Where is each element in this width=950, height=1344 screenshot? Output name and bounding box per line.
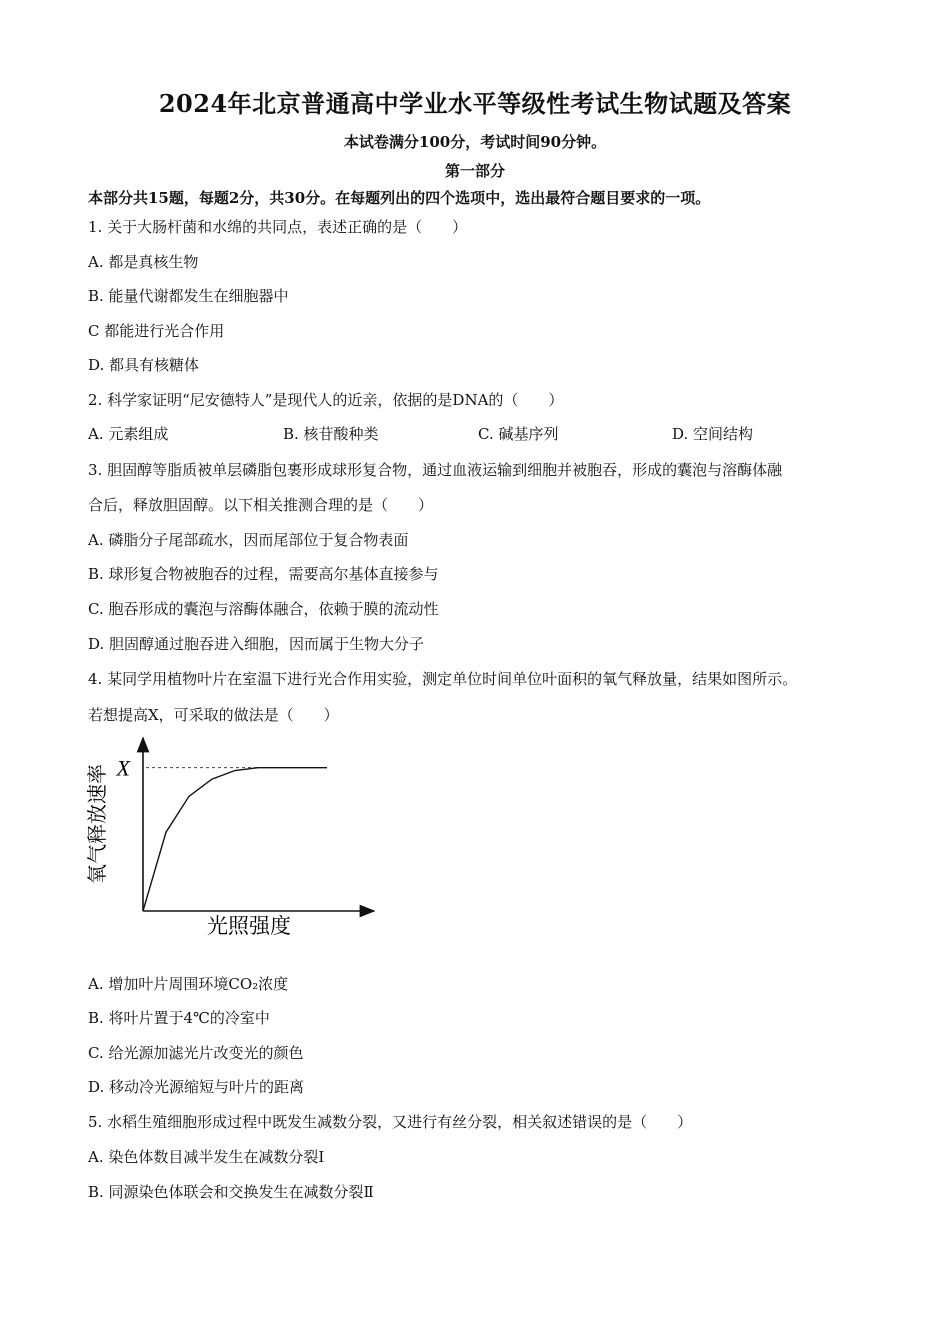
oxygen-release-chart (84, 732, 384, 942)
q1-option-c: C 都能进行光合作用 (88, 322, 225, 340)
q3-stem-line2: 合后，释放胆固醇。以下相关推测合理的是（ ） (88, 496, 434, 514)
q4-option-c: C. 给光源加滤光片改变光的颜色 (88, 1044, 304, 1062)
q2-option-b: B. 核苷酸种类 (283, 425, 379, 443)
q1-option-b: B. 能量代谢都发生在细胞器中 (88, 287, 289, 305)
q5-option-b: B. 同源染色体联会和交换发生在减数分裂Ⅱ (88, 1183, 374, 1201)
page-title: 2024年北京普通高中学业水平等级性考试生物试题及答案 (158, 89, 792, 118)
q3-option-d: D. 胆固醇通过胞吞进入细胞，因而属于生物大分子 (88, 635, 425, 653)
q3-option-a: A. 磷脂分子尾部疏水，因而尾部位于复合物表面 (88, 531, 409, 549)
q2-stem: 2. 科学家证明“尼安德特人”是现代人的近亲，依据的是DNA的（ ） (88, 391, 564, 409)
y-axis-label: 氧气释放速率 (85, 764, 109, 884)
q4-stem-line1: 4. 某同学用植物叶片在室温下进行光合作用实验，测定单位时间单位叶面积的氧气释放量，结果如图所示。 (88, 670, 798, 688)
q2-option-d: D. 空间结构 (672, 425, 754, 443)
part-heading: 第一部分 (444, 162, 505, 180)
q4-stem-line2: 若想提高X，可采取的做法是（ ） (88, 706, 339, 724)
plateau-label-x: X (116, 755, 130, 781)
q2-option-c: C. 碱基序列 (478, 425, 559, 443)
q1-stem: 1. 关于大肠杆菌和水绵的共同点，表述正确的是（ ） (88, 218, 468, 236)
x-axis-label: 光照强度 (207, 914, 291, 938)
q5-stem: 5. 水稻生殖细胞形成过程中既发生减数分裂，又进行有丝分裂，相关叙述错误的是（ ） (88, 1113, 693, 1131)
q4-option-d: D. 移动冷光源缩短与叶片的距离 (88, 1078, 305, 1096)
q3-option-c: C. 胞吞形成的囊泡与溶酶体融合，依赖于膜的流动性 (88, 600, 439, 618)
q4-option-a: A. 增加叶片周围环境CO₂浓度 (88, 975, 289, 993)
q3-option-b: B. 球形复合物被胞吞的过程，需要高尔基体直接参与 (88, 565, 439, 583)
q2-option-a: A. 元素组成 (88, 425, 169, 443)
exam-info: 本试卷满分100分，考试时间90分钟。 (343, 133, 607, 151)
q1-option-a: A. 都是真核生物 (88, 253, 199, 271)
q1-option-d: D. 都具有核糖体 (88, 356, 200, 374)
q5-option-a: A. 染色体数目减半发生在减数分裂Ⅰ (88, 1148, 325, 1166)
oxygen-curve (143, 768, 327, 911)
q4-option-b: B. 将叶片置于4℃的冷室中 (88, 1009, 270, 1027)
q3-stem-line1: 3. 胆固醇等脂质被单层磷脂包裹形成球形复合物，通过血液运输到细胞并被胞吞，形成的囊泡与溶酶体融 (88, 461, 783, 479)
section-instructions: 本部分共15题，每题2分，共30分。在每题列出的四个选项中，选出最符合题目要求的一项。 (88, 189, 711, 207)
